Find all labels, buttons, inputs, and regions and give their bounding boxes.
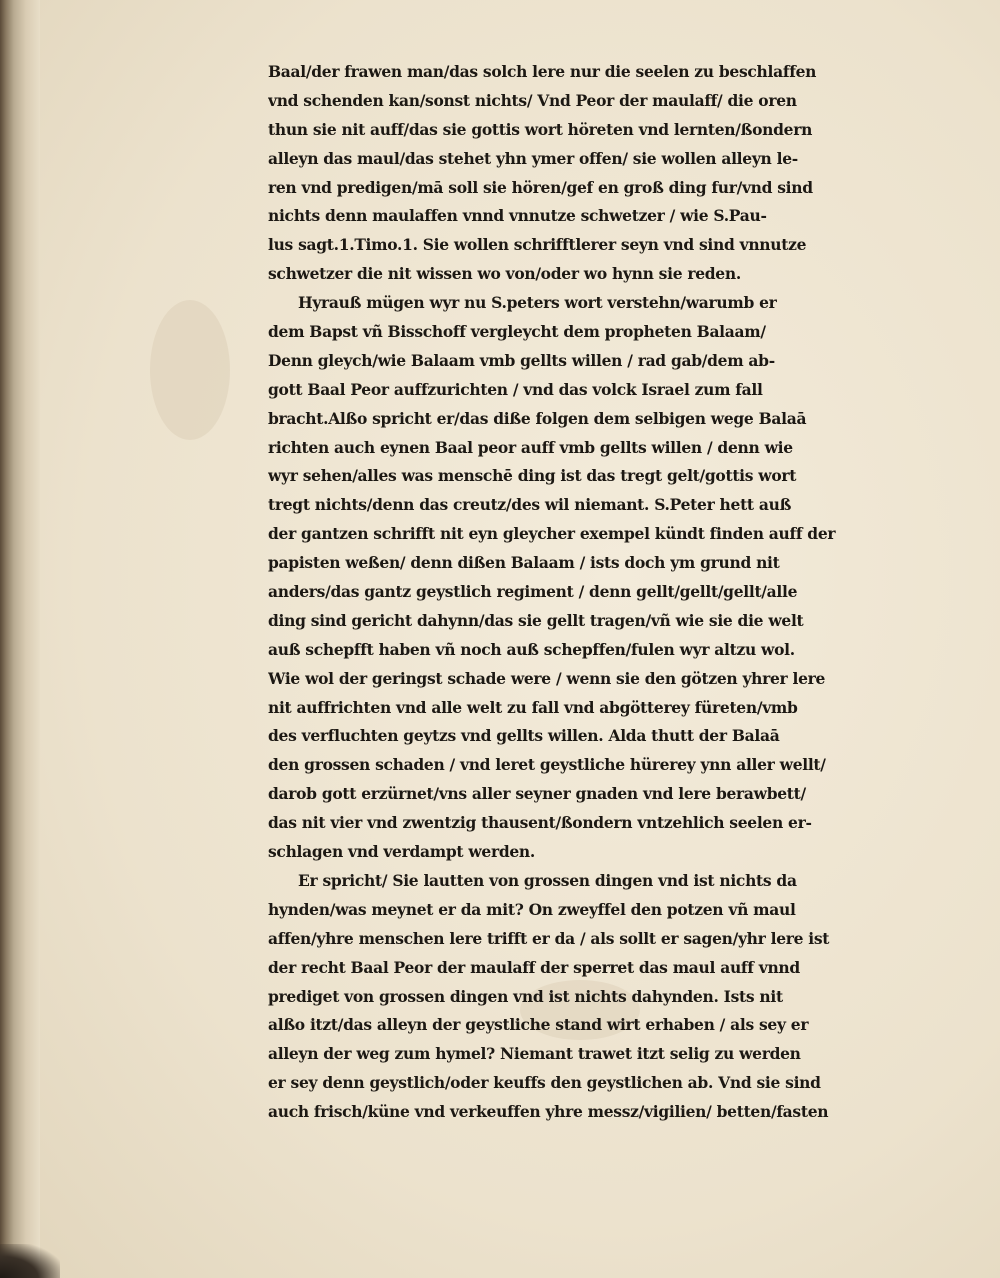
text-line: des verfluchten geytzs vnd gellts willen. Alda thutt der Balaā <box>268 726 780 746</box>
text-line: gott Baal Peor auffzurichten / vnd das volck Israel zum fall <box>268 379 763 399</box>
text-line: wyr sehen/alles was menschē ding ist das tregt gelt/gottis wort <box>268 466 797 486</box>
text-line: Denn gleych/wie Balaam vmb gellts willen / rad gab/dem ab- <box>268 350 775 370</box>
text-line: Er spricht/ Sie lautten von grossen dingen vnd ist nichts da <box>298 870 797 890</box>
text-line: das nit vier vnd zwentzig thausent/ßondern vntzehlich seelen er- <box>268 813 812 833</box>
text-line: vnd schenden kan/sonst nichts/ Vnd Peor der maulaff/ die oren <box>268 90 797 110</box>
text-line: bracht.Alßo spricht er/das diße folgen dem selbigen wege Balaā <box>268 408 807 428</box>
book-binding-edge <box>0 0 40 1278</box>
text-line: schlagen vnd verdampt werden. <box>268 842 535 862</box>
paper-stain <box>150 300 230 440</box>
text-line: Hyrauß mügen wyr nu S.peters wort verstehn/warumb er <box>298 293 777 313</box>
text-line: nit auffrichten vnd alle welt zu fall vnd abgötterey füreten/vmb <box>268 697 798 717</box>
paragraph-3 <box>268 867 920 1127</box>
page-corner-shadow <box>0 1244 60 1278</box>
text-line: tregt nichts/denn das creutz/des wil niemant. S.Peter hett auß <box>268 495 792 515</box>
text-line: papisten weßen/ denn dißen Balaam / ists doch ym grund nit <box>268 553 780 573</box>
paragraph-2 <box>268 289 920 867</box>
text-line: nichts denn maulaffen vnnd vnnutze schwetzer / wie S.Pau- <box>268 206 767 226</box>
text-line: ding sind gericht dahynn/das sie gellt tragen/vñ wie sie die welt <box>268 610 804 630</box>
blackletter-text-block <box>268 58 920 1127</box>
text-line: alleyn das maul/das stehet yhn ymer offen/ sie wollen alleyn le- <box>268 148 798 168</box>
text-line: alleyn der weg zum hymel? Niemant trawet itzt selig zu werden <box>268 1044 801 1064</box>
text-line: anders/das gantz geystlich regiment / denn gellt/gellt/gellt/alle <box>268 582 798 602</box>
text-line: affen/yhre menschen lere trifft er da / als sollt er sagen/yhr lere ist <box>268 928 830 948</box>
text-line: der recht Baal Peor der maulaff der sperret das maul auff vnnd <box>268 957 800 977</box>
text-line: richten auch eynen Baal peor auff vmb gellts willen / denn wie <box>268 437 793 457</box>
text-line: er sey denn geystlich/oder keuffs den geystlichen ab. Vnd sie sind <box>268 1073 821 1093</box>
text-line: alßo itzt/das alleyn der geystliche stand wirt erhaben / als sey er <box>268 1015 809 1035</box>
text-line: lus sagt.1.Timo.1. Sie wollen schrifftlerer seyn vnd sind vnnutze <box>268 235 807 255</box>
text-line: darob gott erzürnet/vns aller seyner gnaden vnd lere berawbett/ <box>268 784 806 804</box>
text-line: prediget von grossen dingen vnd ist nichts dahynden. Ists nit <box>268 986 783 1006</box>
text-line: auß schepfft haben vñ noch auß schepffen/fulen wyr altzu wol. <box>268 639 795 659</box>
text-line: den grossen schaden / vnd leret geystliche hürerey ynn aller wellt/ <box>268 755 826 775</box>
text-line: Baal/der frawen man/das solch lere nur die seelen zu beschlaffen <box>268 62 817 81</box>
text-line: schwetzer die nit wissen wo von/oder wo hynn sie reden. <box>268 264 741 284</box>
text-line: Wie wol der geringst schade were / wenn sie den götzen yhrer lere <box>268 668 826 688</box>
text-line: ren vnd predigen/mā soll sie hören/gef en groß ding fur/vnd sind <box>268 177 813 197</box>
paragraph-1 <box>268 58 920 289</box>
text-line: auch frisch/küne vnd verkeuffen yhre messz/vigilien/ betten/fasten <box>268 1102 829 1122</box>
text-line: hynden/was meynet er da mit? On zweyffel den potzen vñ maul <box>268 899 796 919</box>
text-line: dem Bapst vñ Bisschoff vergleycht dem propheten Balaam/ <box>268 322 766 342</box>
text-line: der gantzen schrifft nit eyn gleycher exempel kündt finden auff der <box>268 524 836 544</box>
text-line: thun sie nit auff/das sie gottis wort höreten vnd lernten/ßondern <box>268 119 813 139</box>
